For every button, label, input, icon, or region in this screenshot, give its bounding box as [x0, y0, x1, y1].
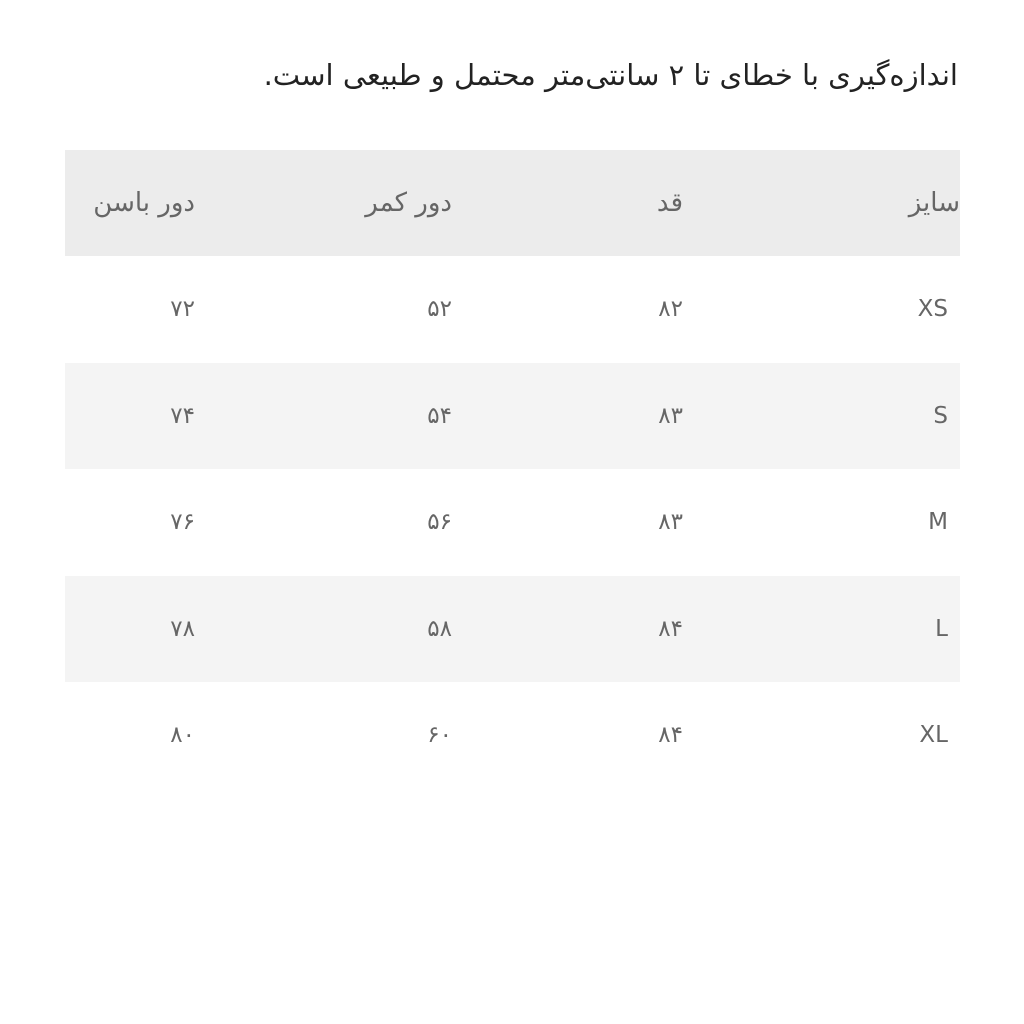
measurement-note: اندازه‌گیری با خطای تا ۲ سانتی‌متر محتمل و طبیعی است. — [263, 58, 958, 92]
cell-height: ۸۴ — [658, 615, 683, 642]
table-header-row — [65, 150, 960, 256]
cell-hip: ۷۲ — [170, 296, 195, 323]
cell-hip: ۷۶ — [170, 509, 195, 536]
table-row — [65, 682, 960, 789]
header-height: قد — [656, 188, 683, 218]
header-size: سایز — [908, 188, 960, 218]
cell-waist: ۵۴ — [427, 402, 452, 429]
cell-height: ۸۳ — [658, 509, 683, 536]
size-chart-table — [65, 150, 960, 789]
cell-size: M — [928, 509, 948, 536]
table-row — [65, 363, 960, 470]
table-row — [65, 256, 960, 363]
cell-hip: ۸۰ — [170, 722, 195, 749]
cell-height: ۸۴ — [658, 722, 683, 749]
cell-size: S — [933, 402, 948, 429]
cell-height: ۸۳ — [658, 402, 683, 429]
cell-hip: ۷۸ — [170, 615, 195, 642]
cell-size: XS — [917, 296, 948, 323]
cell-waist: ۵۸ — [427, 615, 452, 642]
table-row — [65, 576, 960, 683]
header-hip: دور باسن — [93, 188, 195, 218]
cell-size: L — [935, 615, 948, 642]
cell-hip: ۷۴ — [170, 402, 195, 429]
table-row — [65, 469, 960, 576]
cell-height: ۸۲ — [658, 296, 683, 323]
cell-waist: ۵۶ — [427, 509, 452, 536]
cell-size: XL — [919, 722, 948, 749]
cell-waist: ۵۲ — [427, 296, 452, 323]
header-waist: دور کمر — [365, 188, 452, 218]
cell-waist: ۶۰ — [427, 722, 452, 749]
